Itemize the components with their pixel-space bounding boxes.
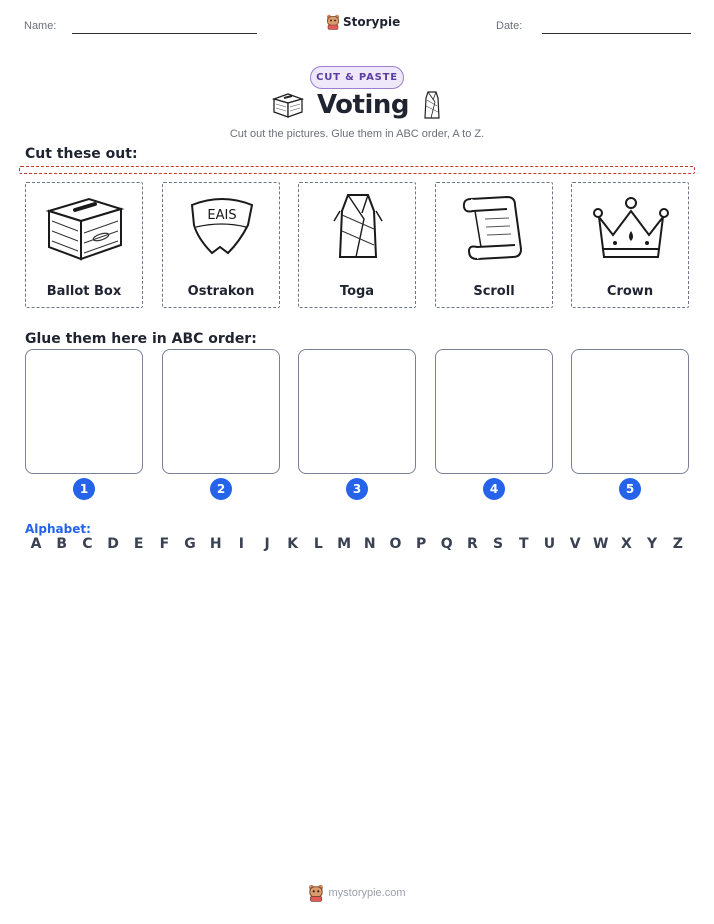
cut-card-ostrakon[interactable] [162,182,280,308]
slot-number-1: 1 [73,478,95,500]
alphabet-letter: F [159,536,170,552]
card-label-crown: Crown [606,284,654,299]
alphabet-title: Alphabet: [25,522,91,536]
cut-guide-line [19,166,695,174]
ballot-box-icon [271,90,305,120]
card-label-toga: Toga [339,284,375,299]
alphabet-letter: L [313,536,323,552]
bear-mascot-icon [308,884,324,902]
cut-card-scroll[interactable] [435,182,553,308]
date-line[interactable] [542,33,691,34]
name-line[interactable] [72,33,257,34]
alphabet-letter: D [107,536,119,552]
alphabet-letter: A [30,536,42,552]
alphabet-letter: N [363,536,376,552]
ostrakon-icon [182,191,262,265]
card-label-ostrakon: Ostrakon [187,284,255,299]
glue-heading: Glue them here in ABC order: [25,331,257,347]
brand-logo [326,14,400,30]
name-label: Name: [24,20,57,32]
glue-slot-1[interactable] [25,349,143,474]
alphabet-letter: Z [672,536,683,552]
alphabet-letter: K [287,536,299,552]
alphabet-letter: I [238,536,244,552]
cut-card-toga[interactable] [298,182,416,308]
svg-text:EAIS: EAIS [207,208,237,223]
alphabet-letter: B [56,536,67,552]
glue-slot-2[interactable] [162,349,280,474]
footer [0,884,714,902]
cut-heading: Cut these out: [25,146,138,162]
alphabet-letter: E [133,536,144,552]
alphabet-letter: O [389,536,402,552]
slot-number-4: 4 [483,478,505,500]
glue-slot-4[interactable] [435,349,553,474]
instructions: Cut out the pictures. Glue them in ABC order, A to Z. [229,128,485,140]
glue-slot-3[interactable] [298,349,416,474]
bear-mascot-icon [326,14,340,30]
alphabet-letter: T [518,536,529,552]
crown-icon [591,191,671,265]
card-label-ballot-box: Ballot Box [46,284,122,299]
alphabet-row [25,536,689,552]
glue-slot-5[interactable] [571,349,689,474]
cut-card-crown[interactable] [571,182,689,308]
alphabet-letter: P [415,536,427,552]
alphabet-letter: R [467,536,478,552]
alphabet-letter: J [264,536,270,552]
date-label: Date: [496,20,523,32]
alphabet-letter: G [184,536,196,552]
alphabet-letter: S [493,536,504,552]
slot-number-2: 2 [210,478,232,500]
page-title: Voting [316,90,410,120]
alphabet-letter: H [209,536,222,552]
slot-number-5: 5 [619,478,641,500]
alphabet-letter: M [337,536,352,552]
ballot-box-icon [45,191,125,265]
alphabet-letter: Y [647,536,658,552]
title-row [0,90,714,120]
alphabet-letter: V [569,536,581,552]
cut-card-ballot-box[interactable] [25,182,143,308]
alphabet-letter: Q [440,536,453,552]
alphabet-letter: X [621,536,632,552]
footer-website[interactable]: mystorypie.com [328,887,406,899]
alphabet-letter: W [593,536,609,552]
alphabet-letter: C [82,536,93,552]
card-label-scroll: Scroll [473,284,515,299]
activity-badge: CUT & PASTE [310,66,404,89]
toga-icon [318,191,398,265]
alphabet-letter: U [543,536,556,552]
toga-icon [421,90,443,120]
brand-name: Storypie [343,15,401,29]
scroll-icon [455,191,535,265]
slot-number-3: 3 [346,478,368,500]
